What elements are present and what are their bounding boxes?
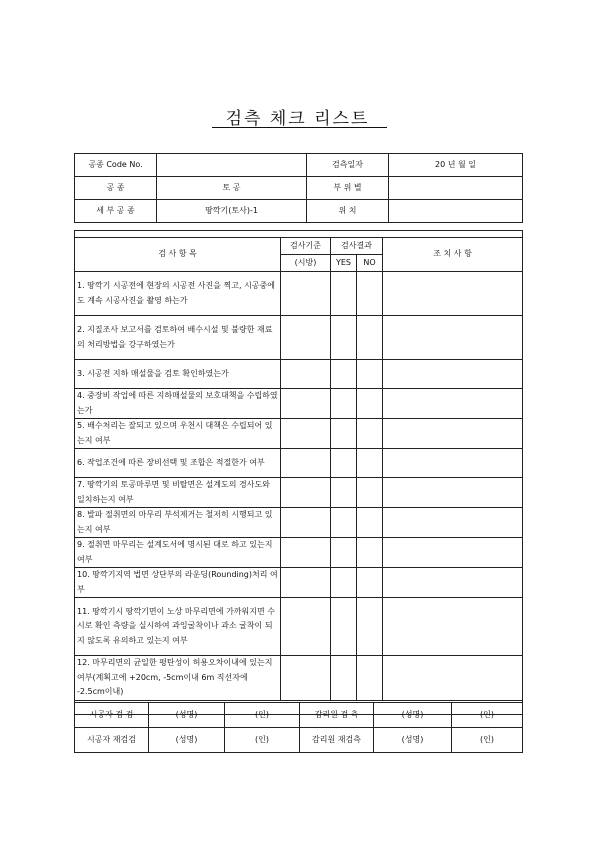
contractor-reinspector-seal[interactable]: (인) bbox=[225, 728, 300, 753]
page-title: 검측 체크 리스트 bbox=[225, 109, 370, 129]
standard-cell[interactable] bbox=[281, 419, 331, 449]
action-cell[interactable] bbox=[383, 598, 523, 656]
contractor-inspector-label: 시공자 검 검 bbox=[75, 703, 149, 728]
column-header-result: 검사결과 bbox=[331, 238, 383, 255]
yes-cell[interactable] bbox=[331, 419, 357, 449]
standard-cell[interactable] bbox=[281, 316, 331, 360]
yes-cell[interactable] bbox=[331, 360, 357, 389]
standard-cell[interactable] bbox=[281, 598, 331, 656]
table-row bbox=[75, 538, 523, 568]
table-row bbox=[75, 272, 523, 316]
inspection-item: 9. 절취면 마무리는 설계도서에 명시된 대로 하고 있는지 여부 bbox=[75, 538, 281, 568]
supervisor-inspector-label: 감리원 검 측 bbox=[300, 703, 374, 728]
date-field[interactable]: 20 년 월 일 bbox=[389, 154, 523, 177]
subwork-label: 세 부 공 종 bbox=[75, 200, 157, 223]
column-header-no: NO bbox=[357, 255, 383, 272]
location-label: 위 치 bbox=[307, 200, 389, 223]
standard-cell[interactable] bbox=[281, 478, 331, 508]
no-cell[interactable] bbox=[357, 360, 383, 389]
action-cell[interactable] bbox=[383, 538, 523, 568]
table-row bbox=[75, 568, 523, 598]
yes-cell[interactable] bbox=[331, 568, 357, 598]
supervisor-reinspector-name[interactable]: (성명) bbox=[374, 728, 452, 753]
column-header-action: 조 치 사 항 bbox=[383, 238, 523, 272]
inspection-item: 2. 지질조사 보고서를 검토하여 배수시설 및 불량한 재료의 처리방법을 강구하였는가 bbox=[75, 316, 281, 360]
work-label: 공 종 bbox=[75, 177, 157, 200]
spacer-row bbox=[75, 231, 523, 238]
inspection-item: 3. 시공전 지하 매설물을 검토 확인하였는가 bbox=[75, 360, 281, 389]
inspection-table bbox=[74, 230, 523, 715]
inspection-item: 5. 배수처리는 잘되고 있으며 우천시 대책은 수립되어 있는지 여부 bbox=[75, 419, 281, 449]
header-info-table bbox=[74, 153, 523, 223]
action-cell[interactable] bbox=[383, 316, 523, 360]
work-field[interactable]: 토 공 bbox=[157, 177, 307, 200]
location-field[interactable] bbox=[389, 200, 523, 223]
no-cell[interactable] bbox=[357, 478, 383, 508]
yes-cell[interactable] bbox=[331, 389, 357, 419]
column-header-yes: YES bbox=[331, 255, 357, 272]
no-cell[interactable] bbox=[357, 656, 383, 701]
inspection-item: 7. 땅깍기의 토공마루면 및 비탈면은 설계도의 경사도와 일치하는지 여부 bbox=[75, 478, 281, 508]
action-cell[interactable] bbox=[383, 419, 523, 449]
contractor-reinspector-name[interactable]: (성명) bbox=[149, 728, 225, 753]
supervisor-reinspector-label: 감리원 재검측 bbox=[300, 728, 374, 753]
no-cell[interactable] bbox=[357, 389, 383, 419]
contractor-inspector-seal[interactable]: (인) bbox=[225, 703, 300, 728]
supervisor-inspector-seal[interactable]: (인) bbox=[452, 703, 523, 728]
action-cell[interactable] bbox=[383, 272, 523, 316]
table-row bbox=[75, 508, 523, 538]
action-cell[interactable] bbox=[383, 449, 523, 478]
column-header-standard: 검사기준 bbox=[281, 238, 331, 255]
subwork-field[interactable]: 땅깍기(토사)-1 bbox=[157, 200, 307, 223]
no-cell[interactable] bbox=[357, 316, 383, 360]
yes-cell[interactable] bbox=[331, 449, 357, 478]
action-cell[interactable] bbox=[383, 508, 523, 538]
table-row bbox=[75, 419, 523, 449]
standard-cell[interactable] bbox=[281, 360, 331, 389]
signature-table bbox=[74, 702, 523, 753]
no-cell[interactable] bbox=[357, 508, 383, 538]
contractor-inspector-name[interactable]: (성명) bbox=[149, 703, 225, 728]
column-header-standard-sub: (시방) bbox=[281, 255, 331, 272]
table-row bbox=[75, 656, 523, 701]
date-label: 검측일자 bbox=[307, 154, 389, 177]
no-cell[interactable] bbox=[357, 538, 383, 568]
standard-cell[interactable] bbox=[281, 449, 331, 478]
inspection-item: 10. 땅깍기지역 법면 상단부의 라운딩(Rounding)처리 여부 bbox=[75, 568, 281, 598]
table-row bbox=[75, 389, 523, 419]
standard-cell[interactable] bbox=[281, 389, 331, 419]
supervisor-inspector-name[interactable]: (성명) bbox=[374, 703, 452, 728]
inspection-item: 1. 땅깍기 시공전에 현장의 시공전 사진을 찍고, 시공중에도 계속 시공사진을 촬영 하는가 bbox=[75, 272, 281, 316]
action-cell[interactable] bbox=[383, 360, 523, 389]
table-row bbox=[75, 449, 523, 478]
contractor-reinspector-label: 시공자 재검검 bbox=[75, 728, 149, 753]
standard-cell[interactable] bbox=[281, 656, 331, 701]
code-field[interactable] bbox=[157, 154, 307, 177]
table-row bbox=[75, 316, 523, 360]
yes-cell[interactable] bbox=[331, 508, 357, 538]
title-underline bbox=[212, 127, 387, 128]
action-cell[interactable] bbox=[383, 389, 523, 419]
action-cell[interactable] bbox=[383, 478, 523, 508]
table-row bbox=[75, 478, 523, 508]
table-row bbox=[75, 360, 523, 389]
yes-cell[interactable] bbox=[331, 656, 357, 701]
standard-cell[interactable] bbox=[281, 568, 331, 598]
part-label: 부 위 별 bbox=[307, 177, 389, 200]
code-label: 공종 Code No. bbox=[75, 154, 157, 177]
standard-cell[interactable] bbox=[281, 508, 331, 538]
no-cell[interactable] bbox=[357, 419, 383, 449]
standard-cell[interactable] bbox=[281, 272, 331, 316]
yes-cell[interactable] bbox=[331, 538, 357, 568]
part-field[interactable] bbox=[389, 177, 523, 200]
no-cell[interactable] bbox=[357, 568, 383, 598]
no-cell[interactable] bbox=[357, 272, 383, 316]
no-cell[interactable] bbox=[357, 449, 383, 478]
inspection-item: 4. 중장비 작업에 따른 지하매설물의 보호대책을 수립하였는가 bbox=[75, 389, 281, 419]
column-header-item: 검 사 항 목 bbox=[75, 238, 281, 272]
inspection-item: 8. 발파 절취면의 마무리 부석제거는 철저히 시행되고 있는지 여부 bbox=[75, 508, 281, 538]
yes-cell[interactable] bbox=[331, 598, 357, 656]
action-cell[interactable] bbox=[383, 568, 523, 598]
inspection-item: 12. 마무리면의 균일한 평탄성이 허용오차이내에 있는지 여부(계획고에 +20cm, -5cm이내 6m 직선자에 -2.5cm이내) bbox=[75, 656, 281, 701]
yes-cell[interactable] bbox=[331, 478, 357, 508]
table-row bbox=[75, 598, 523, 656]
yes-cell[interactable] bbox=[331, 316, 357, 360]
supervisor-reinspector-seal[interactable]: (인) bbox=[452, 728, 523, 753]
inspection-item: 11. 땅깍기시 땅깍기면이 노상 마무리면에 가까워지면 수시로 확인 측량을 실시하여 과잉굴착이나 과소 굴착이 되지 않도록 유의하고 있는지 여부 bbox=[75, 598, 281, 656]
standard-cell[interactable] bbox=[281, 538, 331, 568]
action-cell[interactable] bbox=[383, 656, 523, 701]
no-cell[interactable] bbox=[357, 598, 383, 656]
inspection-item: 6. 작업조건에 따른 장비선택 및 조합은 적절한가 여부 bbox=[75, 449, 281, 478]
yes-cell[interactable] bbox=[331, 272, 357, 316]
